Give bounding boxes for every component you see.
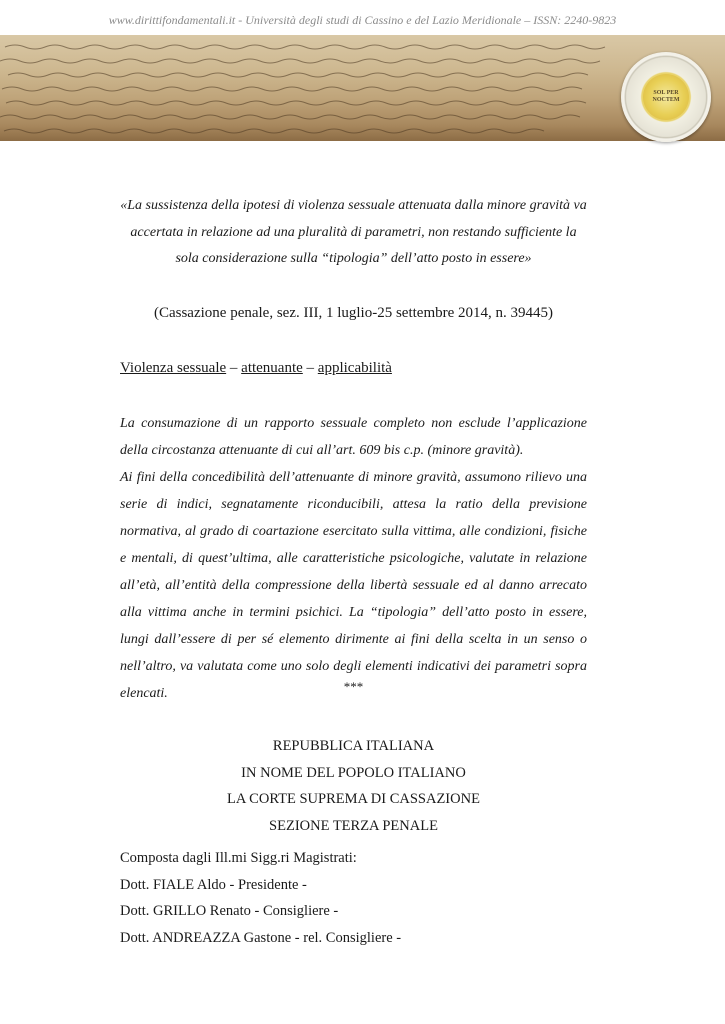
magistrate-entry: Dott. ANDREAZZA Gastone - rel. Consigliere -	[120, 929, 402, 946]
tag-violenza-sessuale: Violenza sessuale	[120, 360, 227, 376]
composition-intro: Composta dagli Ill.mi Sigg.ri Magistrati:	[120, 850, 357, 866]
summary-paragraph-1: La consumazione di un rapporto sessuale completo non esclude l’applicazione della circostanza attenuante di cui all’art. 609 bis c.p. (minore gravità).	[120, 416, 587, 458]
court-line-republic: REPUBBLICA ITALIANA	[272, 738, 435, 754]
seal-motto: SOL PER NOCTEM	[652, 90, 680, 103]
manuscript-banner-image	[0, 35, 725, 141]
tag-applicabilita: applicabilità	[317, 360, 392, 376]
tag-attenuante: attenuante	[241, 360, 303, 376]
court-heading	[120, 733, 587, 840]
court-line-people: IN NOME DEL POPOLO ITALIANO	[241, 764, 466, 781]
court-line-section: SEZIONE TERZA PENALE	[269, 818, 438, 835]
journal-header: www.dirittifondamentali.it - Università degli studi di Cassino e del Lazio Meridionale – ISSN: 2240-9823	[108, 13, 617, 27]
court-composition	[120, 845, 587, 951]
case-citation: (Cassazione penale, sez. III, 1 luglio-25 settembre 2014, n. 39445)	[153, 305, 554, 321]
university-seal-logo	[621, 52, 711, 142]
massima-quote: «La sussistenza della ipotesi di violenza sessuale attenuata dalla minore gravità va accertata in relazione ad una pluralità di parametri, non restando sufficiente la sola considerazione sulla “tipologia” dell’atto posto in essere»	[120, 198, 587, 266]
topic-tags: Violenza sessuale – attenuante – applicabilità	[120, 360, 392, 376]
section-separator: ***	[343, 679, 364, 694]
magistrate-entry: Dott. GRILLO Renato - Consigliere -	[120, 903, 339, 919]
summary-paragraph-2: Ai fini della concedibilità dell’attenuante di minore gravità, assumono rilievo una serie di indici, segnatamente riconducibili, attesa la ratio della previsione normativa, al grado di coartazione esercitato sulla vittima, alle condizioni, fisiche e mentali, di quest’ultima, alle caratteristiche psicologiche, valutate in relazione all’età, all’entità della compressione della libertà sessuale ed al danno arrecato alla vittima anche in termini psichici. La “tipologia” dell’atto posto in essere, lungi dall’essere di per sé elemento dirimente ai fini della scelta in un senso o nell’altro, va valutata come uno solo degli elementi indicativi dei parametri sopra elencati.	[120, 470, 587, 701]
ruling-summary	[120, 410, 587, 707]
magistrate-entry: Dott. FIALE Aldo - Presidente -	[120, 876, 307, 893]
court-line-supreme-court: LA CORTE SUPREMA DI CASSAZIONE	[227, 791, 480, 808]
